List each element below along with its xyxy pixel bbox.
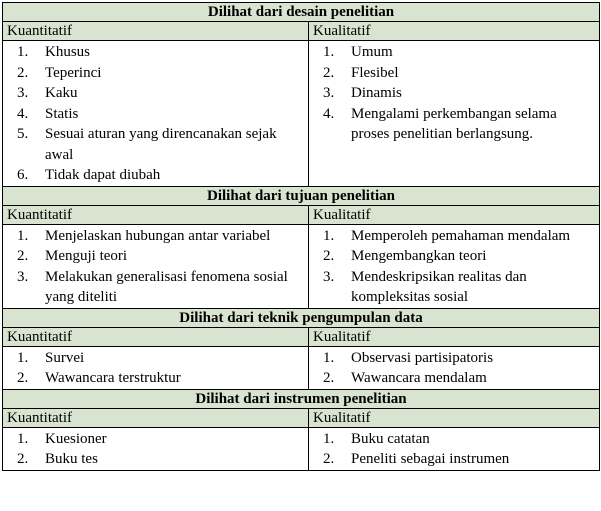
section-title: Dilihat dari tujuan penelitian — [3, 186, 600, 205]
list-item: 1. Kuesioner — [17, 430, 107, 447]
list-item: 3. Kaku — [17, 85, 78, 101]
column-header-kuantitatif: Kuantitatif — [3, 408, 309, 427]
list-item: 2. Menguji teori — [17, 248, 128, 264]
section-title: Dilihat dari teknik pengumpulan data — [3, 308, 600, 327]
list-item: 2. Flesibel — [323, 64, 399, 81]
list-item: 4. Statis — [17, 105, 79, 122]
list-item: 5. Sesuai aturan yang direncanakan sejak awal — [17, 126, 277, 163]
section-title: Dilihat dari desain penelitian — [3, 3, 600, 22]
list-item: 1. Survei — [17, 349, 85, 366]
kualitatif-cell — [309, 224, 600, 308]
kuantitatif-cell — [3, 41, 309, 187]
kualitatif-cell — [309, 427, 600, 470]
kuantitatif-cell — [3, 346, 309, 389]
section-title: Dilihat dari instrumen penelitian — [3, 389, 600, 408]
kuantitatif-list — [8, 429, 303, 470]
list-item: 1. Buku catatan — [323, 430, 430, 447]
kualitatif-list — [314, 42, 594, 145]
list-item: 1. Umum — [323, 44, 393, 60]
list-item: 2. Wawancara terstruktur — [17, 370, 181, 386]
kualitatif-list — [314, 429, 594, 470]
kualitatif-cell — [309, 41, 600, 187]
section-teknik-pengumpulan — [3, 308, 600, 389]
comparison-table — [2, 2, 600, 471]
kuantitatif-cell — [3, 427, 309, 470]
kualitatif-list — [314, 348, 594, 389]
column-header-kualitatif: Kualitatif — [309, 22, 600, 41]
column-header-kuantitatif: Kuantitatif — [3, 22, 309, 41]
list-item: 2. Buku tes — [17, 451, 98, 467]
list-item: 6. Tidak dapat diubah — [17, 167, 161, 183]
list-item: 3. Melakukan generalisasi fenomena sosial yang diteliti — [17, 268, 288, 305]
section-desain — [3, 3, 600, 187]
list-item: 1. Menjelaskan hubungan antar variabel — [17, 227, 271, 244]
column-header-kualitatif: Kualitatif — [309, 205, 600, 224]
list-item: 1. Memperoleh pemahaman mendalam — [323, 227, 571, 244]
kualitatif-cell — [309, 346, 600, 389]
list-item: 2. Wawancara mendalam — [323, 370, 487, 386]
kuantitatif-cell — [3, 224, 309, 308]
list-item: 4. Mengalami perkembangan selama proses penelitian berlangsung. — [323, 105, 557, 142]
section-tujuan — [3, 186, 600, 308]
column-header-kualitatif: Kualitatif — [309, 327, 600, 346]
kuantitatif-list — [8, 348, 303, 389]
kuantitatif-list — [8, 226, 303, 308]
list-item: 2. Mengembangkan teori — [323, 248, 487, 264]
section-instrumen — [3, 389, 600, 470]
kualitatif-list — [314, 226, 594, 308]
list-item: 1. Khusus — [17, 44, 91, 60]
list-item: 3. Dinamis — [323, 85, 402, 101]
list-item: 3. Mendeskripsikan realitas dan kompleksitas sosial — [323, 268, 527, 305]
list-item: 1. Observasi partisipatoris — [323, 349, 494, 366]
column-header-kuantitatif: Kuantitatif — [3, 327, 309, 346]
column-header-kualitatif: Kualitatif — [309, 408, 600, 427]
kuantitatif-list — [8, 42, 303, 186]
list-item: 2. Peneliti sebagai instrumen — [323, 451, 510, 467]
list-item: 2. Teperinci — [17, 64, 102, 81]
column-header-kuantitatif: Kuantitatif — [3, 205, 309, 224]
